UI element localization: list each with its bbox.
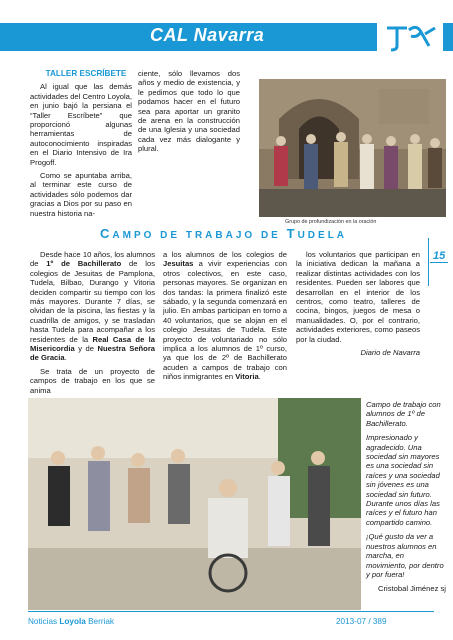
- photo2-side-text: [366, 400, 446, 599]
- article2-col3: [296, 250, 420, 361]
- group-photo: [259, 79, 446, 217]
- page-number: 15: [433, 250, 446, 262]
- article2-paragraph: los voluntarios que participan en la iniciativa dedican la mañana a realizar distintas actividades con los residentes. Pueden ser labores que desarrollan en el interior de los centros, como teatro, talleres de cocina, bingos, juegos de mesa o manualidades. O, por el contrario, actividades exteriores, como paseos por la ciudad.: [296, 250, 420, 344]
- footer-issue: 2013-07 / 389: [336, 617, 387, 626]
- article1-col2: [138, 69, 240, 158]
- page-number-rule: [430, 262, 448, 263]
- article1-paragraph: ciente, sólo llevamos dos años y medio de existencia, y le pedimos que todo lo que podamos hacer en el futuro sea para aportar un granito de arena en la construcción de una Iglesia y una sociedad cada vez más dialogante y plural.: [138, 69, 240, 154]
- footer-publication: Noticias Loyola Berriak: [28, 617, 115, 626]
- footer-rule: [28, 611, 434, 612]
- article2-col1: [30, 250, 155, 399]
- article1-title: TALLER ESCRÍBETE: [45, 69, 127, 78]
- article2-title: CAMPO DE TRABAJO DE TUDELA: [100, 226, 348, 241]
- article2-credit: Diario de Navarra: [360, 348, 420, 358]
- article1-col1: [30, 69, 132, 222]
- side-caption: Campo de trabajo con alumnos de 1º de Bachillerato.: [366, 400, 441, 428]
- jesuit-logo-icon: [377, 20, 443, 54]
- article2-paragraph: Se trata de un proyecto de campos de trabajo en los que se anima: [30, 366, 155, 395]
- article2-paragraph: Desde hace 10 años, los alumnos de 1º de Bachillerato de los colegios de Jesuitas de Pamplona, Tudela, Bilbao, Durango y Vitoria deciden compartir su tiempo con los más mayores. Durante 7 días, se olvidan de la piscina, las fiestas y la cuadrilla de amigos, y se trasladan hasta Tudela para acompañar a los residentes de la Real Casa de la Misericordia y de Nuestra Señora de Gracia.: [30, 250, 155, 363]
- section-title-header: CAL Navarra: [150, 25, 265, 45]
- photo-caption: Grupo de profundización en la oración: [285, 219, 377, 225]
- article2-paragraph: a los alumnos de los colegios de Jesuitas a vivir experiencias con otros colectivos, en este caso, personas mayores. Se organizan en dos tandas: la primera finalizó este sábado, y la segunda comenzará en julio. En ambas participan en torno a 40 voluntarios, que se alojan en el colegio Jesuitas de Tudela. Este proyecto de voluntariado no sólo implica a los alumnos de 1º curso, ya que los de 2º de Bachillerato acuden a campos de trabajo con niños inmigrantes en Vitoria.: [163, 250, 287, 382]
- volunteers-photo: [28, 398, 361, 610]
- article2-col2: [163, 250, 287, 386]
- side-author: Cristobal Jiménez sj: [378, 584, 446, 594]
- side-quote: ¡Qué gusto da ver a nuestros alumnos en marcha, en movimiento, por dentro y por fuera!: [366, 532, 444, 579]
- page-marker-line: [428, 238, 429, 286]
- article1-paragraph: Al igual que las demás actividades del Centro Loyola, en junio bajó la persiana el “Taller Escríbete” que proporcionó algunas herramientas de autoconocimiento inspiradas en el Diario Intensivo de Ira Progoff.: [30, 82, 132, 167]
- article1-paragraph: Como se apuntaba arriba, al terminar este curso de actividades sólo podemos dar gracias a Dios por su paso en nuestra historia na-: [30, 171, 132, 218]
- side-quote: Impresionado y agradecido. Una sociedad sin mayores es una sociedad sin raíces y una sociedad sin jóvenes es una sociedad sin futuro. Durante unos días las raíces y el futuro han compartido camino.: [366, 433, 440, 527]
